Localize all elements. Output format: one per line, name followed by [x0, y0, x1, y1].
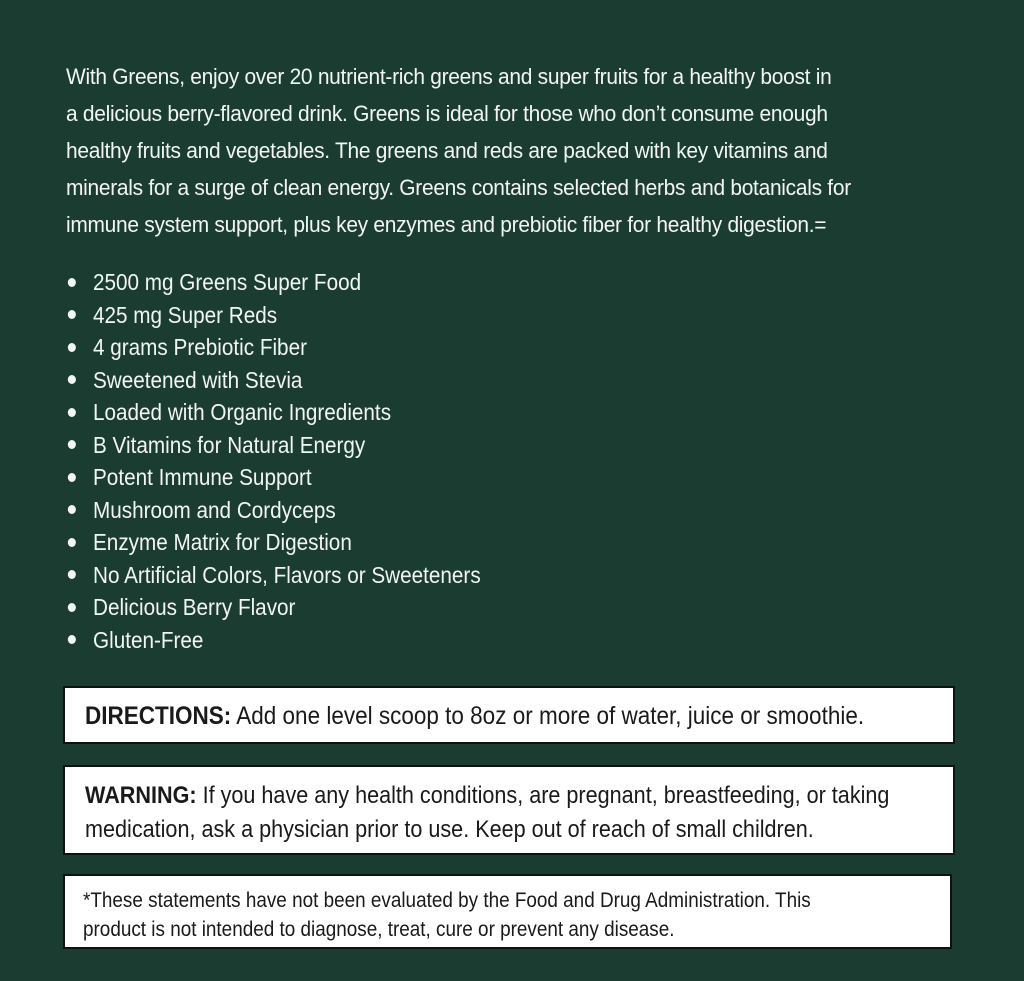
description-line: a delicious berry-flavored drink. Greens is ideal for those who don’t consume enough [66, 101, 828, 126]
bullet-icon [68, 538, 76, 547]
bullet-icon [68, 375, 76, 384]
list-item: Potent Immune Support [66, 461, 481, 494]
description-line: minerals for a surge of clean energy. Greens contains selected herbs and botanicals for [66, 175, 851, 200]
directions-box [63, 686, 955, 744]
list-item: Sweetened with Stevia [66, 364, 481, 397]
bullet-icon [68, 278, 76, 287]
warning-label: WARNING: [85, 782, 197, 809]
feature-list [66, 266, 481, 656]
warning-text: If you have any health conditions, are pregnant, breastfeeding, or taking [196, 782, 890, 809]
bullet-icon [68, 440, 76, 449]
list-item: Gluten-Free [66, 624, 481, 657]
list-item: 2500 mg Greens Super Food [66, 266, 481, 299]
list-item: Delicious Berry Flavor [66, 591, 481, 624]
list-item: Enzyme Matrix for Digestion [66, 526, 481, 559]
warning-box [63, 765, 955, 855]
bullet-icon [68, 343, 76, 352]
bullet-icon [68, 310, 76, 319]
bullet-icon [68, 473, 76, 482]
list-item: Loaded with Organic Ingredients [66, 396, 481, 429]
disclaimer-text: product is not intended to diagnose, treat, cure or prevent any disease. [83, 918, 675, 941]
disclaimer-text: *These statements have not been evaluated by the Food and Drug Administration. This [83, 889, 811, 912]
description-line: healthy fruits and vegetables. The greens and reds are packed with key vitamins and [66, 138, 828, 163]
description-line: immune system support, plus key enzymes and prebiotic fiber for healthy digestion.= [66, 212, 827, 237]
directions-label: DIRECTIONS: [85, 702, 232, 730]
fda-disclaimer-box [63, 874, 952, 949]
description-line: With Greens, enjoy over 20 nutrient-rich greens and super fruits for a healthy boost in [66, 64, 832, 89]
bullet-icon [68, 635, 76, 644]
product-description [66, 58, 903, 243]
warning-text: medication, ask a physician prior to use. Keep out of reach of small children. [85, 816, 814, 843]
bullet-icon [68, 505, 76, 514]
list-item: Mushroom and Cordyceps [66, 494, 481, 527]
list-item: 4 grams Prebiotic Fiber [66, 331, 481, 364]
list-item: 425 mg Super Reds [66, 299, 481, 332]
bullet-icon [68, 408, 76, 417]
list-item: No Artificial Colors, Flavors or Sweeteners [66, 559, 481, 592]
bullet-icon [68, 570, 76, 579]
list-item: B Vitamins for Natural Energy [66, 429, 481, 462]
directions-text: Add one level scoop to 8oz or more of water, juice or smoothie. [231, 702, 865, 730]
bullet-icon [68, 603, 76, 612]
